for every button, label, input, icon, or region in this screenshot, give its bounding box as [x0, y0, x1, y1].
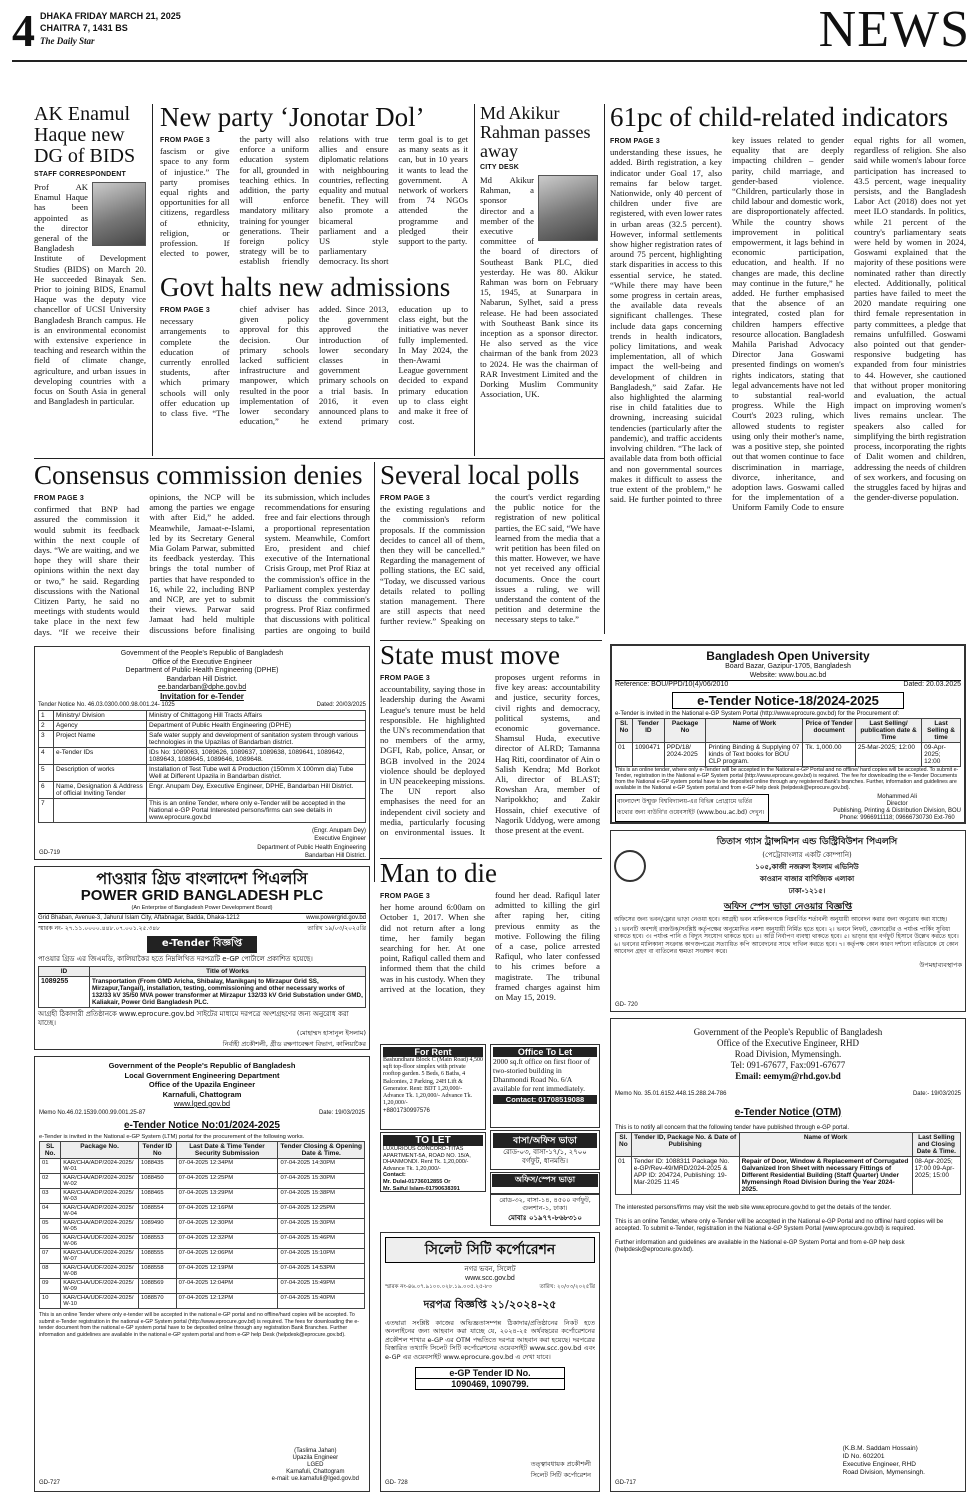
- table-cell: Tk. 1,000.00: [803, 742, 856, 766]
- table-cell: 07-04-2025 13:29PM: [176, 1189, 278, 1204]
- sylhet-name: সিলেট সিটি কর্পোরেশন: [385, 1237, 595, 1263]
- table-cell: Installation of Test Tube well & Production (150mm X 100mm dia) Tube Well at Different Upazila in Bandarban district.: [147, 764, 366, 781]
- table-cell: 25-Mar-2025; 12:00: [855, 742, 921, 766]
- table-cell: 07-04-2025 12:30PM: [176, 1219, 278, 1234]
- to-let-title: TO LET: [383, 1135, 483, 1146]
- office-to-let-ad: Office To Let 2000 sq.ft office on first floor of two-storied building in Dhanmondi Road No. 6/A available for rent immediately. Contact: 01708519088: [490, 1044, 600, 1128]
- table-cell: Agency: [54, 720, 147, 730]
- table-cell: 07-04-2025 15:10PM: [278, 1249, 365, 1264]
- pgcb-name: POWER GRID BANGLADESH PLC: [80, 887, 324, 904]
- table-cell: Ministry/ Division: [54, 710, 147, 720]
- for-rent-title: For Rent: [383, 1047, 483, 1057]
- table-header: Last Selling and Closing Date & Time.: [912, 1133, 960, 1157]
- masthead-rule: [12, 60, 967, 62]
- table-row: [39, 710, 366, 720]
- bou-table: [615, 718, 961, 767]
- col-rule: [374, 462, 375, 882]
- titas-title: অফিস স্পেস ভাড়া নেওয়ার বিজ্ঞপ্তি: [723, 902, 853, 912]
- table-row: [40, 1159, 365, 1174]
- office-space-details: রোড-৩২, বাসা-১৪, ৪৫০০ বর্গফুট, গুলশান-১, ঢাকা। মোবাঃ ০১৯৭৭-৮৬৮৩১০: [490, 1194, 600, 1226]
- dphe-tender-ad: Government of the People's Republic of Bangladesh Office of the Executive Engineer Department of Public Health Engineering (DPHE) Bandarban Hill District. ee.bandarban@dphe.gov.bd Invitation for e-Tender Tender Notice No. 46.03.0300.000.98.001.24- 1025 Dated: 20/03/2025 1 Ministry/ Division Ministry of Chittagong Hill Tracts Affairs 2 Agency Department of Public Health Engineering (DPHE) 3 Project Name Safe water supply and development of sanitation system through various technologies in the Upazilas of Bandarban district. 4 e-Tender IDs IDs No: 1089063, 1089626, 1089637, 1089638, 1089641, 1089642, 1089643, 1089645, 1089646, 1089648. 5 Description of works Installation of Test Tube well & Production (150mm X 100mm dia) Tube Well at Different Upazila in Bandarban district. 6 Name, Designation & Address of official Inviting Tender Engr. Anupam Dey, Executive Engineer, DPHE, Bandarban Hill District. 7 This is an online Tender, where only e-Tender will be accepted in the National e-GP Portal Interested persons/firms can see details in www.eprocure.gov.bd (Engr. Anupam Dey) Executive Engineer Department of Public Health Engineering Bandarban Hill District. GD-719: [34, 646, 370, 860]
- table-cell: PPD/18/ 2024-2025: [664, 742, 706, 766]
- pgcb-table: ID Title of Works 1089255 Transportation (From GMD Aricha, Shibalay, Manikganj to Mirzapur Grid SS, Mirzapur,Tangail), installation, testing, commissioning and other necessary works of 132/33 kV 35/50 MVA power transformer at Mirzapur 132/33 kV Grid Substation under GMD, Kaliakair, Power Grid Bangladesh PLC.: [38, 966, 366, 1008]
- table-cell: IDs No: 1089063, 1089626, 1089637, 1089638, 1089641, 1089642, 1089643, 1089645, 1089646, 1089648.: [147, 747, 366, 764]
- table-cell: 03: [40, 1189, 61, 1204]
- lged-signature: (Taslima Jahan) Upazila Engineer LGED Karnafuli, Chattogram e-mail: ue.karnafuli@lged.gov.bd: [271, 1448, 359, 1482]
- rhd-tender-ad: Government of the People's Republic of Bangladesh Office of the Executive Engineer, RHD Road Division, Mymensingh. Tel: 091-67677, Fax:091-67677 Email: eemym@rhd.gov.bd Memo No. 35.01.6152.448.15.288.24-786 Date:- 19/03/2025 e-Tender Notice (OTM) This is to notify all concern that the following tender have published through e-GP portal. Sl. No Tender ID, Package No. & Date of Publishing Name of Work Last Selling and Closing Date & Time. 01 Tender ID: 1088311 Package No. e-GP/Rev-49/MRD/2024-2025 & APP ID: 204724, Publishing: 19-Mar-2025 11:45 Repair of Door, Window & Replacement of Corrugated Galvanized Iron Sheet with necessary Fittings of Different Residential Building (Staff Quarter) Under Mymensingh Road Division During the Year 2024-2025. 08-Apr-2025; 17:00 09-Apr-2025; 15:00 The interested persons/firms may visit the web site www.eprocure.gov.bd to get the details of the tender. This is an online Tender, where only e-Tender will be accepted in the National e-GP Portal and no offline/ hard copies will be accepted. To submit e-Tender, registration in the National e-GP System Portal (www.eprocure.gov.bd) is required. Further information and guidelines are available in the National e-GP System Portal and from e-GP help desk (helpdesk@eprocure.gov.bd). (K.B.M. Saddam Hossain) ID No. 602201 Executive Engineer, RHD Road Division, Mymensingh. GD-717: [610, 1018, 966, 1492]
- table-cell: 01: [40, 1159, 61, 1174]
- pgcb-tender-ad: পাওয়ার গ্রিড বাংলাদেশ পিএলসি POWER GRID BANGLADESH PLC (An Enterprise of Bangladesh Power Development Board) Grid Bhaban, Avenue-3, Jahurul Islam City, Aftabnagar, Badda, Dhaka-1212 www.powergrid.gov.bd স্মারক নং- ২৭.১১.০০০০.৪৪৮.০৭.০০১.২৫.৩৪৮ তারিখ ১৯/০৩/২০২৫খ্রি e-Tender বিজ্ঞপ্তি পাওয়ার গ্রিড এর জিএমডি, কালিয়াকৈর হতে নিম্নলিখিত দরপত্রটি e-GP পোর্টালে প্রকাশিত হয়েছে। ID Title of Works 1089255 Transportation (From GMD Aricha, Shibalay, Manikganj to Mirzapur Grid SS, Mirzapur,Tangail), installation, testing, commissioning and other necessary works of 132/33 kV 35/50 MVA power transformer at Mirzapur 132/33 kV Grid Substation under GMD, Kaliakair, Power Grid Bangladesh PLC. আগ্রহী ঠিকাদারী প্রতিষ্ঠানকে www.eprocure.gov.bd সাইটের মাধ্যমে দরপত্রে অংশগ্রহণের জন্য অনুরোধ করা যাচ্ছে। (মোহাম্মদ হাসানুল ইসলাম) নির্বাহী প্রকৌশলী, গ্রীড রক্ষণাবেক্ষণ বিভাগ, কালিয়াকৈর: [34, 866, 370, 1050]
- table-cell: 4: [39, 747, 54, 764]
- admissions-kicker: FROM PAGE 3: [160, 307, 210, 314]
- basha-rent-ad: বাসা/অফিস ভাড়া রোড-০৩, বাসা-১৭/১, ২৭০০ বর্গফুট, ধানমন্ডি।: [490, 1130, 600, 1170]
- table-cell: KAR/CHA/ADP/2024-2025/ W-01: [61, 1159, 139, 1174]
- table-cell: KAR/CHA/ADP/2024-2025/ W-05: [61, 1219, 139, 1234]
- table-cell: 1089490: [139, 1219, 177, 1234]
- section-rule: [34, 458, 604, 459]
- dphe-title: Invitation for e-Tender: [160, 691, 244, 701]
- table-header: Package No.: [61, 1142, 139, 1159]
- table-cell: 07-04-2025 12:25PM: [176, 1174, 278, 1189]
- titas-name: তিতাস গ্যাস ট্রান্সমিশন এন্ড ডিস্ট্রিবিউশন পিএলসি: [716, 837, 898, 847]
- rhd-header: Government of the People's Republic of Bangladesh Office of the Executive Engineer, RHD Road Division, Mymensingh. Tel: 091-67677, Fax:091-67677 Email: eemym@rhd.gov.bd: [693, 1027, 883, 1081]
- section-title: NEWS: [818, 4, 970, 56]
- table-cell: 09-Apr-2025; 12:00: [922, 742, 961, 766]
- child-body: FROM PAGE 3 understanding these issues, he added. Birth registration, a key indicator under Goal 17, also remains far below target. Nationwide, only 40 percent of children under five are registered, with even lower rates in urban areas (32.5 percent). However, informal settlements show higher registration rates of around 75 percent, highlighting stark disparities in access to this essential service, he stated. “While there may have been some progress in certain areas, the available data reveals significant challenges. These include data gaps concerning trends in health indicators, policy limitations, and weak implementation, all of which impact the well-being and development of children in Bangladesh,” said Zafar. He also highlighted the alarming rise in child fatalities due to drowning, increasing suicidal tendencies (particularly after the pandemic), and traffic accidents involving children. “The lack of available data from both official and non governmental sources makes it difficult to assess the true extent of the problem,” he said. He further pointed to three key issues related to gender equality that are deeply impacting children – gender parity, child marriage, and gender-based violence. “Children, particularly those in child labour and domestic work, are disproportionately affected. While the country shows improvement in political empowerment, it lags behind in economic participation, education, and health. If no changes are made, this decline may continue in the future,” he added. He further emphasised that the absence of an integrated, costed plan for children hampers effective resource allocation. Bangladesh Mahila Parishad Advocacy Director Jana Goswami presented findings on women's rights indicators, stating that legal advancements have not led to substantial real-world progress. While the High Court's 2023 ruling, which allowed students to register using only their mother's name, was a positive step, she pointed out that women continue to face discrimination in marriage, divorce, inheritance, and adoption laws. Goswami called for the implementation of a Uniform Family Code to ensure equal rights for all women, regardless of religion. She also said while women's labour force participation has increased to 43.5 percent, wage inequality persists, and the Bangladesh Labor Act (2018) does not yet meet ILO standards. In politics, while 21 percent of the country's parliamentary seats were held by women in 2024, Goswami explained that the majority of these positions were nominated rather than directly elected. Additionally, political parties have failed to meet the 2020 mandate requiring one third female representation in party committees, a pledge that remains unfulfilled. Goswami also pointed out that gender-responsive budgeting has expanded from four ministries to 44. However, she cautioned that without proper monitoring and evaluation, the actual impact on improving women's lives remains unclear. The speakers also called for simplifying the birth registration process, incorporating the rights of Dalit women and children, addressing the needs of children of sex workers, and focusing on the struggles faced by hijras and the gender-diverse population.: [610, 135, 966, 513]
- sylhet-tender-ad: সিলেট সিটি কর্পোরেশন নগর ভবন, সিলেট www.scc.gov.bd স্মারক নং-৪৬.০৭.৯১০০.০২৮.১৯.০০৫.২৫-৮৩ তারিখ: ২০/০৩/২০২৫খ্রি দরপত্র বিজ্ঞপ্তি ২১/২০২৪-২৫ এতদ্বারা সংশ্লিষ্ট কাজের অভিজ্ঞতাসম্পন্ন ঠিকাদার/প্রতিষ্ঠানের নিকট হতে অনলাইনের জন্য আহবান করা যাচ্ছে যে, ২০২৪-২৫ অর্থবছরের কর্পোরেশনের প্রকৌশল শাখার e-GP এর OTM পদ্ধতিতে দরপত্র আহবান করা হয়েছে। দরপত্রের বিস্তারিত তথ্যাদি সিলেট সিটি কর্পোরেশনের ওয়েবসাইট www.scc.gov.bd এবং e-GP এর ওয়েবসাইট www.eprocure.gov.bd এ দেখা যাবে। e-GP Tender ID No. 1090469, 1090799. তত্ত্বাবধায়ক প্রকৌশলী সিলেট সিটি কর্পোরেশন GD- 728: [380, 1232, 600, 1492]
- table-row: [39, 764, 366, 781]
- table-cell: 1: [39, 710, 54, 720]
- table-row: [40, 1189, 365, 1204]
- table-cell: 5: [39, 764, 54, 781]
- table-cell: 01: [616, 742, 633, 766]
- table-cell: 07-04-2025 15:46PM: [278, 1234, 365, 1249]
- table-cell: 07-04-2025 15:30PM: [278, 1174, 365, 1189]
- table-cell: 07-04-2025 12:25PM: [278, 1204, 365, 1219]
- table-cell: 09: [40, 1279, 61, 1294]
- table-cell: 07-04-2025 14:30PM: [278, 1159, 365, 1174]
- table-cell: 08: [40, 1264, 61, 1279]
- dphe-table: [38, 710, 366, 823]
- polls-article: [380, 462, 600, 638]
- bou-tender-ad: Bangladesh Open University Board Bazar, Gazipur-1705, Bangladesh Website: www.bou.ac.bd Reference: BOU/PPD/10(4)/06/2010 Dated: 20.03.2025 e-Tender Notice-18/2024-2025 e-Tender is invited in the National e-GP System Portal (http://www.eprocure.gov.bd) for the Procurement of: Sl. No Tender ID Package No Name of Work Price of Tender document Last Selling/ publication date & Time Last Selling & time 01 1090471 PPD/18/ 2024-2025 Printing Binding & Supplying 07 kinds of Text books for BOU CLP program. Tk. 1,000.00 25-Mar-2025; 12:00 09-Apr-2025; 12:00 This is an online tender, where only e-Tender will be accepted in the National e-GP Portal and no offline/ hard copies will be accepted. To submit e-Tender, registration in the National e-GP System portal (http://www.eprocure.gov.bd) is required. The fee for downloading the e-Tender Documents from the National e-GP system portal have to be deposited online through any registered Bank's branches. Further, information and guidelines are available in the National e-GP System portal and from e-GP help desk (helpdesk@eprocure.gov.bd). বাংলাদেশ উন্মুক্ত বিশ্ববিদ্যালয়-এর বিভিন্ন প্রোগ্রামে ভর্তির তথ্যের জন্য বাউবি'র ওয়েবসাইট (www.bou.ac.bd) দেখুন। Mohammed Ali Director Publishing, Printing & Distribution Division, BOU Phone: 9966911118; 09666730730 Ext-760: [610, 644, 966, 824]
- jonotar-article: [160, 104, 468, 274]
- dphe-header: Government of the People's Republic of Bangladesh Office of the Executive Engineer Department of Public Health Engineering (DPHE) Bandarban Hill District. ee.bandarban@dphe.gov.bd Invitation for e-Tender: [38, 650, 366, 701]
- akikur-headline: Md Akikur Rahman passes away: [480, 104, 591, 161]
- table-header: Last Selling & time: [922, 718, 961, 742]
- table-header: Price of Tender document: [803, 718, 856, 742]
- paper-name: The Daily Star: [40, 36, 95, 46]
- table-row: [39, 720, 366, 730]
- table-cell: 1088569: [139, 1279, 177, 1294]
- table-cell: Ministry of Chittagong Hill Tracts Affairs: [147, 710, 366, 720]
- office-space-ad: [490, 1172, 600, 1194]
- table-header: Last Date & Time Tender Security Submission: [176, 1142, 278, 1159]
- table-cell: 07-04-2025 15:30PM: [278, 1219, 365, 1234]
- table-header: Sl. No: [616, 718, 633, 742]
- table-cell: Safe water supply and development of sanitation system through various technologies in the Upazilas of Bandarban district.: [147, 730, 366, 747]
- admissions-article: [160, 274, 468, 456]
- table-header: Sl. No: [616, 1133, 632, 1157]
- bids-byline: STAFF CORRESPONDENT: [34, 171, 126, 178]
- table-cell: Repair of Door, Window & Replacement of Corrugated Galvanized Iron Sheet with necessary Fittings of Different Residential Building (Staff Quarter) Under Mymensingh Road Division During the Year 2024-2025.: [739, 1157, 912, 1195]
- table-row: [40, 1219, 365, 1234]
- table-cell: 6: [39, 781, 54, 798]
- lged-tender-ad: Government of the People's Republic of Bangladesh Local Government Engineering Department Office of the Upazila Engineer Karnafuli, Chattogram www.lged.gov.bd Memo No.46.02.1539.000.99.001.25-87 Date: 19/03/2025 e-Tender Notice No:01/2024-2025 e-Tender is invited in the National e-GP System (LTM) portal for the procurement of the following works. SL No. Package No. Tender ID No Last Date & Time Tender Security Submission Tender Closing & Opening Date & Time. 01 KAR/CHA/ADP/2024-2025/ W-01 1088435 07-04-2025 12:34PM 07-04-2025 14:30PM 02 KAR/CHA/ADP/2024-2025/ W-02 1088450 07-04-2025 12:25PM 07-04-2025 15:30PM 03 KAR/CHA/ADP/2024-2025/ W-03 1088465 07-04-2025 13:29PM 07-04-2025 15:38PM 04 KAR/CHA/ADP/2024-2025/ W-04 1088554 07-04-2025 12:16PM 07-04-2025 12:25PM 05 KAR/CHA/ADP/2024-2025/ W-05 1089490 07-04-2025 12:30PM 07-04-2025 15:30PM 06 KAR/CHA/UDF/2024-2025/ W-06 1088553 07-04-2025 12:32PM 07-04-2025 15:46PM 07 KAR/CHA/UDF/2024-2025/ W-07 1088555 07-04-2025 12:06PM 07-04-2025 15:10PM 08 KAR/CHA/UDF/2024-2025/ W-08 1088558 07-04-2025 12:19PM 07-04-2025 14:53PM 09 KAR/CHA/UDF/2024-2025/ W-09 1088569 07-04-2025 12:04PM 07-04-2025 15:49PM 10 KAR/CHA/UDF/2024-2025/ W-10 1088570 07-04-2025 12:12PM 07-04-2025 15:40PM This is an online Tender where only e-tender will be accepted in the national e-GP portal and no offline/hard copies will be accepted. To submit e-Tender registration in the national e-GP System portal (http://www.eprocure.gov.bd) is required. The fees for downloading the e-tender document from the national e-GP system portal have to be deposited online through any registration Bank Branches. Further information and guidelines are available in the national e-GP system portal and from e-GP help Desk (helpdesk@eprocure.gov.bd). (Taslima Jahan) Upazila Engineer LGED Karnafuli, Chattogram e-mail: ue.karnafuli@lged.gov.bd GD-727: [34, 1056, 370, 1492]
- table-cell: 04: [40, 1204, 61, 1219]
- polls-kicker: FROM PAGE 3: [380, 495, 430, 502]
- bou-name: Bangladesh Open University: [706, 649, 870, 663]
- pgcb-title: e-Tender বিজ্ঞপ্তি: [147, 936, 257, 953]
- table-cell: KAR/CHA/UDF/2024-2025/ W-09: [61, 1279, 139, 1294]
- consensus-kicker: FROM PAGE 3: [34, 495, 84, 502]
- jonotar-body: FROM PAGE 3 fascism or give space to any form of injustice.” The party promises equal rights and opportunities for all citizens, regardless of ethnicity, religion, or profession. If elected to power, the party will also enforce a uniform education system for all, grounded in teaching ethics. In addition, the party will enforce mandatory military training for younger generations. Their foreign policy strategy will be to establish friendly relations with true allies and ensure diplomatic relations with neighbouring countries, reflecting equality and mutual benefit. They will also promote a bicameral parliament and a US style parliamentary democracy. Its short term goal is to get as many seats as it can, but in 10 years it wants to lead the government. A network of workers from 74 NGOs attended the programme and pledged their support to the party.: [160, 134, 468, 267]
- table-row: [39, 730, 366, 747]
- table-header: Package No: [664, 718, 706, 742]
- polls-headline: Several local polls: [380, 462, 580, 490]
- col-rule: [474, 104, 475, 456]
- jonotar-kicker: FROM PAGE 3: [160, 137, 210, 144]
- table-row: [40, 1204, 365, 1219]
- table-cell: 07-04-2025 12:06PM: [176, 1249, 278, 1264]
- pgcb-bn-name: পাওয়ার গ্রিড বাংলাদেশ পিএলসি: [96, 869, 308, 888]
- table-header: SL No.: [40, 1142, 61, 1159]
- admissions-body: FROM PAGE 3 necessary arrangements to complete the education of currently enrolled students, after which primary schools will only offer education up to class five. “The chief adviser has given policy approval for this decision. Our primary schools lacked sufficient infrastructure and manpower, which resulted in the poor implementation of lower secondary education,” he added. Since 2013, the government approved the introduction of lower secondary classes in government primary schools on a trial basis. In 2016, it even announced plans to extend primary education up to class eight, but the initiative was never fully implemented. In May 2024, the then-Awami League government decided to expand primary education up to class eight and make it free of cost.: [160, 304, 468, 427]
- table-cell: 07-04-2025 15:38PM: [278, 1189, 365, 1204]
- table-cell: KAR/CHA/ADP/2024-2025/ W-03: [61, 1189, 139, 1204]
- table-cell: 07-04-2025 12:16PM: [176, 1204, 278, 1219]
- section-rule: [380, 858, 602, 859]
- akikur-article: [480, 104, 598, 456]
- dphe-signature: (Engr. Anupam Dey) Executive Engineer Department of Public Health Engineering Bandarban Hill District.: [257, 827, 366, 859]
- for-rent-ad: For Rent Bashundhara Block C (Main Road) 4,500 sqft top-floor simplex with private rooftop garden. 5 Beds, 6 Baths, 4 Balconies, 2 Parking, 24H Lift & Generator. Rent: BDT 1,20,000/- Advance Tk. 1,20,000/- Advance Tk. 1,20,000/- +8801730997576: [380, 1044, 486, 1130]
- lged-title: e-Tender Notice No:01/2024-2025: [124, 1120, 280, 1131]
- table-cell: 08-Apr-2025; 17:00 09-Apr-2025; 15:00: [912, 1157, 960, 1195]
- dphe-code: GD-719: [39, 849, 61, 856]
- table-cell: 07-04-2025 12:04PM: [176, 1279, 278, 1294]
- akikur-photo: [538, 175, 598, 241]
- table-cell: Name, Designation & Address of official Inviting Tender: [54, 781, 147, 798]
- table-cell: KAR/CHA/UDF/2024-2025/ W-07: [61, 1249, 139, 1264]
- consensus-article: [34, 462, 370, 642]
- lged-table: [39, 1141, 365, 1309]
- table-row: [39, 781, 366, 798]
- office-space-title: অফিস/স্পেস ভাড়া: [492, 1174, 598, 1187]
- table-cell: 1090471: [632, 742, 664, 766]
- table-cell: Project Name: [54, 730, 147, 747]
- table-cell: 1088554: [139, 1204, 177, 1219]
- bids-article: [34, 104, 146, 454]
- page-number: 4: [12, 8, 35, 56]
- table-cell: 1088450: [139, 1174, 177, 1189]
- table-cell: 07-04-2025 12:32PM: [176, 1234, 278, 1249]
- table-cell: KAR/CHA/UDF/2024-2025/ W-08: [61, 1264, 139, 1279]
- state-headline: State must move: [380, 642, 560, 670]
- basha-title: বাসা/অফিস ভাড়া: [493, 1133, 597, 1148]
- table-cell: 1088465: [139, 1189, 177, 1204]
- table-cell: 1088555: [139, 1249, 177, 1264]
- table-header: Name of Work: [706, 718, 803, 742]
- rhd-signature: (K.B.M. Saddam Hossain) ID No. 602201 Executive Engineer, RHD Road Division, Mymensingh.: [842, 1445, 925, 1476]
- table-cell: 10: [40, 1294, 61, 1309]
- table-header: Name of Work: [739, 1133, 912, 1157]
- sylhet-title: দরপত্র বিজ্ঞপ্তি ২১/২০২৪-২৫: [423, 1297, 557, 1311]
- man-kicker: FROM PAGE 3: [380, 893, 430, 900]
- table-row: [40, 1264, 365, 1279]
- table-cell: 7: [39, 798, 54, 822]
- titas-logo: [614, 850, 646, 882]
- table-cell: 1088435: [139, 1159, 177, 1174]
- table-cell: [54, 798, 147, 822]
- state-kicker: FROM PAGE 3: [380, 675, 430, 682]
- table-cell: Printing Binding & Supplying 07 kinds of Text books for BOU CLP program.: [706, 742, 803, 766]
- table-cell: 07-04-2025 12:12PM: [176, 1294, 278, 1309]
- col-rule: [152, 104, 153, 456]
- table-row: [40, 1174, 365, 1189]
- jonotar-headline: New party ‘Jonotar Dol’: [160, 104, 425, 132]
- table-row: [40, 1279, 365, 1294]
- col-rule: [604, 104, 605, 634]
- table-cell: 1088570: [139, 1294, 177, 1309]
- child-article: [610, 104, 966, 634]
- rhd-title: e-Tender Notice (OTM): [734, 1106, 842, 1118]
- man-headline: Man to die: [380, 860, 497, 888]
- bids-body: Prof AK Enamul Haque has been appointed as the director general of the Bangladesh Institute of Development Studies (BIDS) on March 20. He succeeded Binayak Sen. Prior to joining BIDS, Enamul Haque was the deputy vice chancellor of UCSI University Bangladesh Branch campus. He is an environmental economist with extensive experience in teaching and research within the field of climate change, agriculture, and urban issues in developing countries with a focus on South Asia in general and Bangladesh in particular.: [34, 182, 146, 407]
- table-cell: 06: [40, 1234, 61, 1249]
- table-cell: 07-04-2025 15:40PM: [278, 1294, 365, 1309]
- rhd-table: [615, 1132, 961, 1195]
- state-article: [380, 642, 600, 856]
- table-cell: 07-04-2025 15:49PM: [278, 1279, 365, 1294]
- akikur-byline: CITY DESK: [480, 164, 520, 171]
- consensus-body: FROM PAGE 3 confirmed that BNP had assured the commission it would submit its feedback within the next couple of days. “We are waiting, and we hope they will share their opinions within the next day or two,” he said. Regarding discussions with the National Citizen Party, he said no meetings with students would take place in the next few days. “If we receive their opinions, the NCP will be among the parties we engage with after Eid,” he added. Meanwhile, Jamaat-e-Islami, led by its Secretary General Mia Golam Parwar, submitted its feedback yesterday. This brings the total number of parties that have responded to 16, while 22, including BNP and NCP, are yet to submit their views. Parwar said Jamaat had held multiple discussions before finalising its submission, which includes recommendations for ensuring free and fair elections through a proportional representation system. Meanwhile, Comfort Ero, president and chief executive of the International Crisis Group, met Prof Riaz at the commission's office in the Parliament complex yesterday to discuss the commission's progress. Prof Riaz confirmed that discussions with political parties are ongoing to build: [34, 492, 370, 637]
- bou-title: e-Tender Notice-18/2024-2025: [672, 692, 904, 709]
- bangla-date: CHAITRA 7, 1431 BS: [40, 24, 128, 33]
- table-header: Last Selling/ publication date & Time: [855, 718, 921, 742]
- table-row: [40, 1234, 365, 1249]
- table-cell: e-Tender IDs: [54, 747, 147, 764]
- consensus-headline: Consensus commission denies: [34, 462, 363, 490]
- titas-rent-ad: তিতাস গ্যাস ট্রান্সমিশন এন্ড ডিস্ট্রিবিউশন পিএলসি (পেট্রোবাংলার একটি কোম্পানি) ১০৫,কাজী নজরুল ইসলাম এভিনিউ কাওরান বাজার বাণিজ্যিক এলাকা ঢাকা-১২১৫। অফিস স্পেস ভাড়া নেওয়ার বিজ্ঞপ্তি অফিসের জন্য ভবন/ফ্লোর ভাড়া নেওয়া হবে। আগ্রহী ভবন মালিকগণকে নিম্নবর্ণিত শর্তাবলী অনুযায়ী আবেদন করার জন্য অনুরোধ করা যাচ্ছে। ১। ভবনটি অবশ্যই রাজউক/সংশ্লিষ্ট কর্তৃপক্ষের অনুমোদিত নকশা অনুযায়ী নির্মিত হতে হবে। ২। ভবনে লিফট, জেনারেটর ও পর্যাপ্ত পার্কিং সুবিধা থাকতে হবে। ৩। পর্যাপ্ত পানি ও বিদ্যুৎ সংযোগ থাকতে হবে। ৪। অগ্নি নির্বাপণ ব্যবস্থা থাকতে হবে। ৫। ভাড়ার হার বর্গফুট হিসাবে উল্লেখ করতে হবে। ৬। ভবনের মালিকানা সংক্রান্ত কাগজপত্রের সত্যায়িত কপি আবেদনের সাথে দাখিল করতে হবে। ৭। কর্তৃপক্ষ কোন কারণ দর্শানো ব্যতিরেকে যে কোন আবেদন গ্রহণ বা বাতিলের ক্ষমতা সংরক্ষণ করে। উপমহাব্যবস্থাপক GD- 720: [610, 830, 966, 1012]
- to-let-ad: TO LET LUXURIOUS CONCORD-TITAS APARTMENT-5A, ROAD NO. 15/A, DHANMONDI. Rent Tk. 1,20,000/- Advance Tk. 1,20,000/- Contact: Mr. Dulal-01736012855 Or Mr. Saiful Islam-01790638391: [380, 1132, 486, 1192]
- table-cell: KAR/CHA/ADP/2024-2025/ W-04: [61, 1204, 139, 1219]
- table-cell: KAR/CHA/ADP/2024-2025/ W-02: [61, 1174, 139, 1189]
- table-header: Tender ID No: [139, 1142, 177, 1159]
- state-body: FROM PAGE 3 accountability, saying those in leadership during the Awami League's tenure must be held responsible. He highlighted the UN's recommendation that no members of the army, DGFI, Rab, police, Ansar, or BGB involved in the 2024 violence should be deployed in UN peacekeeping missions. The UN report also emphasises the need for an independent civil society and media, particularly focusing on environmental issues. It proposes urgent reforms in five key areas: accountability and justice, security forces, civil rights and democracy, political systems, and economic governance. Shamsul Huda, executive director of ALRD; Tamanna Haq Riti, coordinator of Ain o Salish Kendra; Md Borkot Ali, director of BLAST; Rowshan Ara, member of Naripokkho; and Zakir Hossain, chief executive of Nagorik Uddyog, were among those present at the event.: [380, 672, 600, 838]
- table-header: Tender ID: [632, 718, 664, 742]
- table-cell: KAR/CHA/UDF/2024-2025/ W-10: [61, 1294, 139, 1309]
- table-header: Tender ID, Package No. & Date of Publishing: [631, 1133, 739, 1157]
- table-row: [39, 747, 366, 764]
- table-cell: 2: [39, 720, 54, 730]
- table-cell: 07-04-2025 14:53PM: [278, 1264, 365, 1279]
- table-cell: 07: [40, 1249, 61, 1264]
- table-cell: 02: [40, 1174, 61, 1189]
- sylhet-id-title: e-GP Tender ID No.: [415, 1367, 565, 1379]
- table-cell: 05: [40, 1219, 61, 1234]
- section-rule: [380, 640, 602, 641]
- table-cell: 1088553: [139, 1234, 177, 1249]
- admissions-headline: Govt halts new admissions: [160, 274, 451, 302]
- table-row: [40, 1294, 365, 1309]
- table-header: Tender Closing & Opening Date & Time.: [278, 1142, 365, 1159]
- polls-body: FROM PAGE 3 the existing regulations and the commission's reform proposals. If the commission decides to cancel all of them, then they will be cancelled.” Regarding the management of polling stations, the EC said, “Today, we discussed various details related to polling station management. There are still aspects that need further review.” Speaking on the court's verdict regarding the public notice for the registration of new political parties, the EC said, “We have learned from the media that a writ petition has been filed on this matter. However, we have not yet received any official documents. Once the court issues a ruling, we will understand the content of the petition and determine the necessary steps to take.”: [380, 492, 600, 627]
- table-cell: 07-04-2025 12:34PM: [176, 1159, 278, 1174]
- table-cell: Description of works: [54, 764, 147, 781]
- child-kicker: FROM PAGE 3: [610, 138, 660, 145]
- table-cell: Tender ID: 1088311 Package No. e-GP/Rev-49/MRD/2024-2025 & APP ID: 204724, Publishing: 19-Mar-2025 11:45: [631, 1157, 739, 1195]
- table-cell: 07-04-2025 12:19PM: [176, 1264, 278, 1279]
- akikur-body: Md Akikur Rahman, a sponsor director and a member of the executive committee of the board of directors of Southeast Bank PLC, died yesterday. He was 80. Akikur Rahman was born on February 15, 1945, at Sunarpara in Nabarun, Sylhet, said a press release. He had been associated with Southeast Bank since its inception as a sponsor director. He also served as the vice chairman of the bank from 2023 to 2024. He was the chairman of RAR Investment Limited and the Dorking Muslim Community Association, UK.: [480, 175, 598, 400]
- table-cell: KAR/CHA/UDF/2024-2025/ W-06: [61, 1234, 139, 1249]
- table-cell: 3: [39, 730, 54, 747]
- table-cell: Engr. Anupam Dey, Executive Engineer, DPHE, Bandarban Hill District.: [147, 781, 366, 798]
- lged-header: Government of the People's Republic of Bangladesh Local Government Engineering Department Office of the Upazila Engineer Karnafuli, Chattogram www.lged.gov.bd: [108, 1061, 296, 1108]
- table-row: [40, 1249, 365, 1264]
- bids-photo: [92, 182, 146, 246]
- table-cell: This is an online Tender, where only e-Tender will be accepted in the National e-GP Portal Interested persons/firms can see details in www.eprocure.gov.bd: [147, 798, 366, 822]
- man-article: [380, 860, 600, 1040]
- bids-headline: AK Enamul Haque new DG of BIDS: [34, 104, 136, 167]
- child-headline: 61pc of child-related indicators: [610, 104, 949, 132]
- table-cell: Department of Public Health Engineering (DPHE): [147, 720, 366, 730]
- man-body: FROM PAGE 3 her home around 6:00am on October 1, 2017. When she did not return after a long time, her family began searching for her. At one point, Rafiqul called them and informed them that the child was in his custody. When they arrived at the location, they found her dead. Rafiqul later admitted to killing the girl after raping her, citing previous enmity as the motive. Following the filing of a case, police arrested Rafiqul, who later confessed to his crimes before a magistrate. The tribunal framed charges against him on May 15, 2019.: [380, 890, 600, 1003]
- table-cell: 01: [616, 1157, 632, 1195]
- table-cell: 1088558: [139, 1264, 177, 1279]
- date-line: DHAKA FRIDAY MARCH 21, 2025: [40, 12, 181, 21]
- table-row: [39, 798, 366, 822]
- office-let-title: Office To Let: [493, 1047, 597, 1057]
